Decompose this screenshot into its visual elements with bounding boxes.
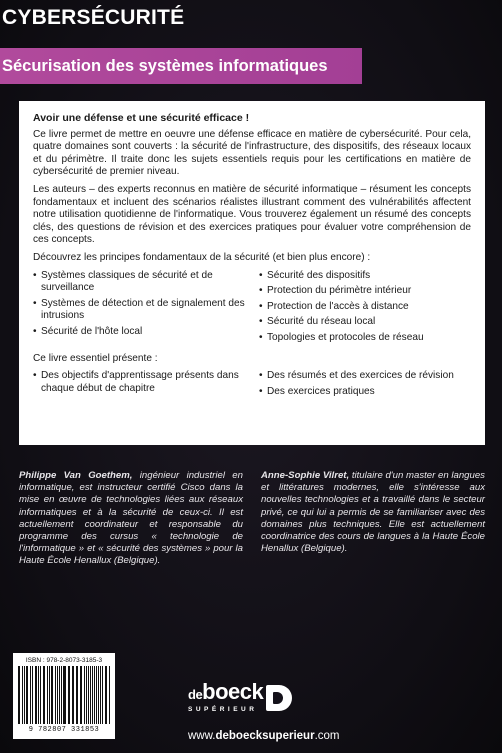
principles-intro: Découvrez les principes fondamentaux de la sécurité (et bien plus encore) : [33, 251, 371, 263]
features-intro: Ce livre essentiel présente : [33, 352, 158, 364]
summary-box [19, 101, 485, 445]
barcode-bar [80, 666, 81, 724]
logo-subtitle: SUPÉRIEUR [188, 706, 258, 713]
barcode-bar [47, 666, 48, 724]
publisher-url[interactable] [188, 730, 339, 742]
list-item: • Des objectifs d'apprentissage présents dans chaque début de chapitre [33, 370, 245, 395]
author-bio-1 [19, 470, 243, 568]
list-item: • Topologies et protocoles de réseau [259, 332, 471, 345]
book-subtitle: Sécurisation des systèmes informatiques [2, 56, 328, 75]
features-list-right [259, 370, 471, 401]
barcode-number: 9 782807 331853 [28, 726, 100, 734]
author-bio-2 [261, 470, 485, 568]
barcode-bar [38, 666, 39, 724]
logo-wordmark [188, 679, 264, 713]
barcode-bar [102, 666, 103, 724]
barcode-bar [64, 666, 65, 724]
barcode-bar [106, 666, 107, 724]
list-item: • Protection de l'accès à distance [259, 301, 471, 314]
barcode-bar [90, 666, 91, 724]
list-item: • Des résumés et des exercices de révision [259, 370, 471, 383]
barcode-bar [84, 666, 85, 724]
logo-main: boeck [202, 679, 264, 704]
url-domain: deboecksuperieur [215, 730, 315, 742]
list-item: • Systèmes classiques de sécurité et de surveillance [33, 270, 245, 295]
principles-list-right [259, 270, 471, 348]
list-item: • Des exercices pratiques [259, 386, 471, 399]
barcode-bar [32, 666, 33, 724]
principles-list [33, 270, 471, 348]
barcode-bars [18, 666, 110, 724]
url-suffix: .com [314, 730, 340, 742]
list-item: • Sécurité des dispositifs [259, 270, 471, 283]
barcode-bar [73, 666, 74, 724]
summary-paragraph-2: Les auteurs – des experts reconnus en matière de sécurité informatique – résument les concepts fondamentaux et incluent des scénarios réalistes illustrant comment des vulnérabilités affectent notre utilisation quotidienne de l'informatique. Vous trouverez également un résumé des concepts clés, des questions de révision et des exercices pratiques pour évaluer votre compréhension de ces concepts. [33, 183, 471, 246]
isbn-label: ISBN : 978-2-8073-3185-3 [25, 657, 103, 664]
list-item: • Systèmes de détection et de signalement des intrusions [33, 298, 245, 323]
publisher-logo [188, 679, 318, 713]
summary-paragraph-1: Ce livre permet de mettre en oeuvre une défense efficace en matière de cybersécurité. Pour cela, quatre domaines sont couverts : la sécurité de l'infrastructure, des dispositifs, des réseaux locaux et du périmètre. Il traite donc les sujets essentiels requis pour les certifications en matière de cybersécurité de premier niveau. [33, 128, 471, 178]
barcode-bar [27, 666, 28, 724]
logo-name [188, 679, 264, 705]
barcode-bar [22, 666, 23, 724]
logo-prefix: de [188, 687, 203, 702]
list-item: • Sécurité du réseau local [259, 316, 471, 329]
features-list [33, 370, 471, 401]
barcode-bar [40, 666, 41, 724]
barcode [13, 653, 115, 739]
book-title: CYBERSÉCURITÉ [2, 6, 185, 29]
author-text-2: titulaire d'un master en langues et littératures modernes, elle s'intéresse aux nouvelles technologies et a travaillé dans le secteur privé, ce qui lui a permis de se familiariser avec des domaines plus techniques. Elle est actuellement coordinatrice des cours de langues à la Haute École Henallux (Belgique). [261, 470, 485, 555]
principles-list-left [33, 270, 245, 348]
list-item: • Protection du périmètre intérieur [259, 285, 471, 298]
author-name-2: Anne-Sophie Vilret, [261, 470, 350, 481]
author-text-1: ingénieur industriel en informatique, est instructeur certifié Cisco dans la mise en œuvre de technologies liées aux réseaux informatiques et à la sécurité de ceux-ci. Il est actuellement coordinateur et responsable du programme des cursus « technologie de l'informatique » et « sécurité des systèmes » pour la Haute École Henallux (Belgique). [19, 470, 243, 567]
barcode-bar [96, 666, 97, 724]
features-list-left [33, 370, 245, 401]
author-name-1: Philippe Van Goethem, [19, 470, 133, 481]
publisher-mark-icon [266, 685, 292, 711]
barcode-bar [52, 666, 53, 724]
list-item: • Sécurité de l'hôte local [33, 326, 245, 339]
summary-heading: Avoir une défense et une sécurité efficace ! [33, 112, 250, 124]
subtitle-banner [0, 48, 362, 84]
url-prefix: www. [188, 730, 216, 742]
barcode-bar [57, 666, 58, 724]
authors-section [19, 470, 485, 568]
barcode-bar [68, 666, 69, 724]
